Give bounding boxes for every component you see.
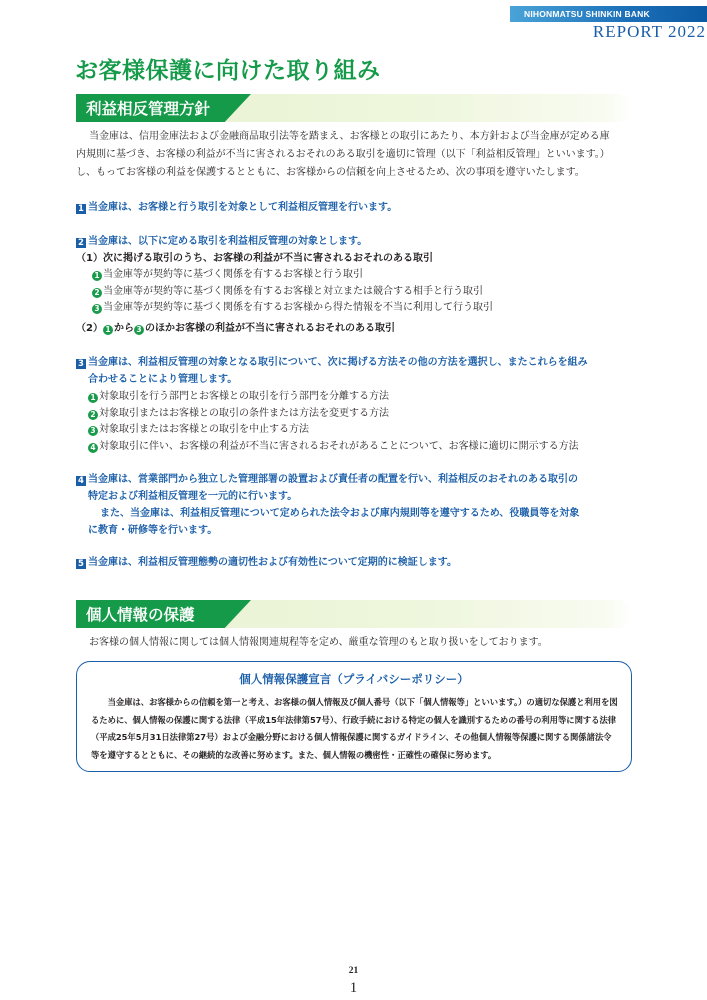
method-text: 対象取引またはお客様との取引を中止する方法 xyxy=(99,424,309,435)
sub-list-text: 当金庫等が契約等に基づく関係を有するお客様から得た情報を不当に利用して行う取引 xyxy=(103,302,493,313)
method-item xyxy=(88,421,309,440)
section-header-privacy xyxy=(76,600,632,628)
circled-number: 1 xyxy=(88,393,98,403)
policy-item-2 xyxy=(76,233,367,252)
circled-number: 1 xyxy=(92,271,102,281)
privacy-policy-box xyxy=(76,661,632,772)
policy-item-3-cont: 合わせることにより管理します。 xyxy=(88,374,238,385)
section-heading: 個人情報の保護 xyxy=(86,606,195,624)
method-text: 対象取引に伴い、お客様の利益が不当に害されるおそれがあることについて、お客様に適切に開示する方法 xyxy=(99,441,579,452)
bank-name: NIHONMATSU SHINKIN BANK xyxy=(510,6,707,22)
item-number-badge: 1 xyxy=(76,204,86,214)
policy-item-4-cont: 特定および利益相反管理を一元的に行います。 xyxy=(88,491,298,502)
sub-list-text: 当金庫等が契約等に基づく関係を有するお客様と行う取引 xyxy=(103,269,363,280)
sub-2-rest: のほかお客様の利益が不当に害されるおそれのある取引 xyxy=(144,323,395,334)
intro-line-3: し、もってお客様の利益を保護するとともに、お客様からの信頼を向上させるため、次の事項を遵守いたします。 xyxy=(76,167,585,178)
intro-line-1: 当金庫は、信用金庫法および金融商品取引法等を踏まえ、お客様との取引にあたり、本方針および当金庫が定める庫 xyxy=(89,131,610,142)
circled-number: 3 xyxy=(134,325,144,335)
item-text: 当金庫は、営業部門から独立した管理部署の設置および責任者の配置を行い、利益相反のおそれのある取引の xyxy=(88,474,578,485)
item-text: 当金庫は、お客様と行う取引を対象として利益相反管理を行います。 xyxy=(88,202,398,213)
policy-item-5 xyxy=(76,554,457,573)
sub-list-item xyxy=(92,266,363,285)
section-heading: 利益相反管理方針 xyxy=(86,100,211,118)
sub-2-prefix: （2） xyxy=(76,323,103,334)
privacy-policy-text: 当金庫は、お客様からの信頼を第一と考え、お客様の個人情報及び個人番号（以下「個人情報等」といいます。）の適切な保護と利用を図るために、個人情報の保護に関する法律（平成15年法律第57号）、行政手続における特定の個人を識別するための番号の利用等に関する法律（平成25年5月31日法律第27号）および金融分野における個人情報保護に関するガイドライン、その他個人情報等保護に関する関係諸法令等を遵守するとともに、その継続的な改善に努めます。また、個人情報の機密性・正確性の確保に努めます。 xyxy=(91,697,618,760)
method-text: 対象取引を行う部門とお客様との取引を行う部門を分離する方法 xyxy=(99,391,389,402)
sub-list-text: 当金庫等が契約等に基づく関係を有するお客様と対立または競合する相手と行う取引 xyxy=(103,286,483,297)
report-label: REPORT 2022 xyxy=(592,22,706,41)
policy-item-3 xyxy=(76,354,588,373)
item-text: 当金庫は、利益相反管理の対象となる取引について、次に掲げる方法その他の方法を選択し、またこれらを組み xyxy=(88,357,588,368)
page-title: お客様保護に向けた取り組み xyxy=(75,58,381,84)
method-text: 対象取引またはお客様との取引の条件または方法を変更する方法 xyxy=(99,408,389,419)
circled-number: 1 xyxy=(103,325,113,335)
circled-number: 3 xyxy=(92,304,102,314)
method-item xyxy=(88,388,389,407)
item-2-sub-1: （1）次に掲げる取引のうち、お客様の利益が不当に害されるおそれのある取引 xyxy=(76,253,433,264)
privacy-policy-title: 個人情報保護宣言（プライバシーポリシー） xyxy=(239,672,469,686)
report-header xyxy=(510,0,707,48)
policy-item-1 xyxy=(76,199,397,218)
page-number: 21 xyxy=(348,966,359,976)
circled-number: 3 xyxy=(88,426,98,436)
circled-number: 4 xyxy=(88,443,98,453)
circled-number: 2 xyxy=(92,288,102,298)
item-text: 当金庫は、利益相反管理態勢の適切性および有効性について定期的に検証します。 xyxy=(88,557,457,568)
method-item xyxy=(88,438,579,457)
item-number-badge: 4 xyxy=(76,476,86,486)
item-number-badge: 5 xyxy=(76,559,86,569)
sub-list-item xyxy=(92,299,493,318)
privacy-intro: お客様の個人情報に関しては個人情報関連規程等を定め、厳重な管理のもと取り扱いをしております。 xyxy=(89,637,548,648)
section-header-conflict xyxy=(76,94,632,122)
item-number-badge: 3 xyxy=(76,359,86,369)
item-text: 当金庫は、以下に定める取引を利益相反管理の対象とします。 xyxy=(88,236,368,247)
policy-item-4-cont: また、当金庫は、利益相反管理について定められた法令および庫内規則等を遵守するため、役職員等を対象 xyxy=(100,508,580,519)
policy-item-4-cont: に教育・研修等を行います。 xyxy=(88,525,218,536)
intro-line-2: 内規則に基づき、お客様の利益が不当に害されるおそれのある取引を適切に管理（以下「利益相反管理」といいます。） xyxy=(76,149,610,160)
item-number-badge: 2 xyxy=(76,238,86,248)
page-mark: 1 xyxy=(349,980,358,996)
item-2-sub-2 xyxy=(76,320,395,339)
sub-2-from: から xyxy=(113,323,134,334)
policy-item-4 xyxy=(76,471,578,490)
circled-number: 2 xyxy=(88,410,98,420)
